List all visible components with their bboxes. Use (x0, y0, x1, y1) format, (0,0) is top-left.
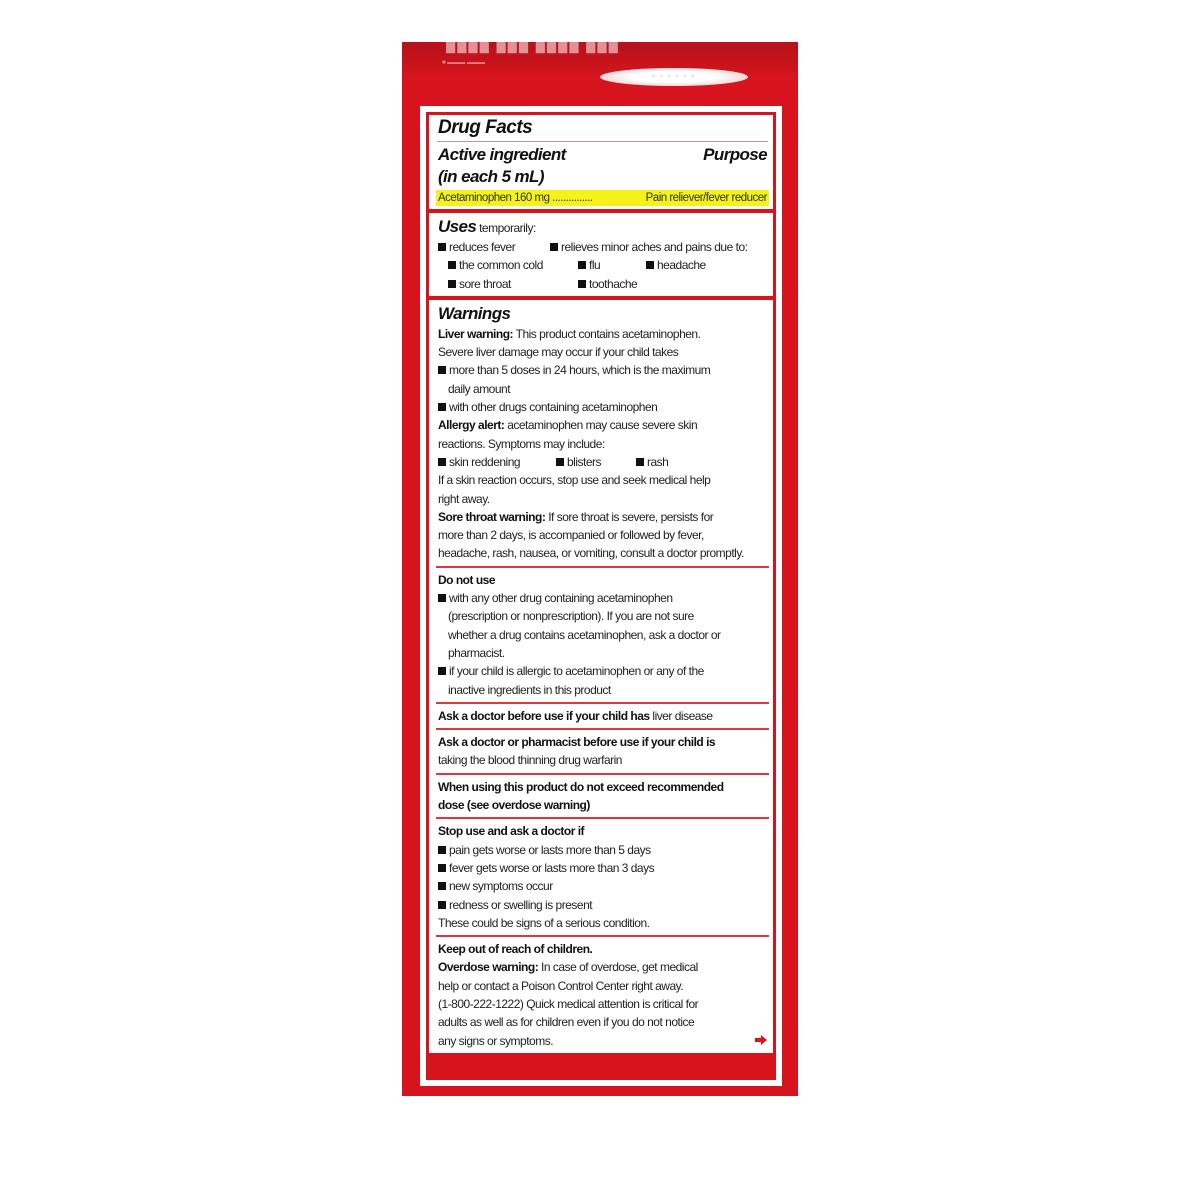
drug-facts-header-section (429, 115, 773, 209)
active-ingredient-row: Acetaminophen 160 mg ............... Pain reliever/fever reducer (438, 192, 767, 204)
bullet-icon (646, 261, 654, 269)
bullet-icon (438, 403, 446, 411)
box-top-brand-text: ████ ███ ████ ███ (446, 42, 620, 54)
bullet-icon (448, 280, 456, 288)
warnings-heading: Warnings (438, 303, 511, 323)
allergy-alert: Allergy alert: acetaminophen may cause severe skin reactions. Symptoms may include: skin reddening blisters rash If a skin reaction occurs, stop use and seek medical help right away. (438, 418, 711, 506)
bullet-icon (578, 261, 586, 269)
bullet-icon (438, 243, 446, 251)
bullet-icon (438, 846, 446, 854)
uses-heading: Uses (438, 217, 477, 236)
active-ingredient-subheading: (in each 5 mL) (438, 167, 544, 186)
keep-out-overdose: Keep out of reach of children. Overdose warning: In case of overdose, get medical help or contact a Poison Control Center right away. (1-800-222-1222) Quick medical attention is critical for adults as well as for children even if you do not notice any signs or symptoms. (438, 942, 699, 1048)
bullet-icon (438, 594, 446, 602)
bullet-icon (578, 280, 586, 288)
ingredient-purpose: Pain reliever/fever reducer (645, 192, 767, 204)
purpose-heading: Purpose (703, 145, 767, 164)
when-using: When using this product do not exceed recommended dose (see overdose warning) (438, 779, 724, 813)
drug-facts-panel (420, 106, 782, 1086)
bullet-icon (438, 882, 446, 890)
active-ingredient-heading: Active ingredient (438, 145, 566, 164)
uses-intro: temporarily: (479, 221, 536, 235)
bullet-icon (550, 243, 558, 251)
liver-warning: Liver warning: This product contains acetaminophen. Severe liver damage may occur if your child takes more than 5 doses in 24 hours, which is the maximum daily amount with other drugs containing acetaminophen (438, 326, 711, 415)
uses-item: relieves minor aches and pains due to: (550, 238, 750, 256)
bullet-icon (556, 458, 564, 466)
ingredient-name: Acetaminophen 160 mg (438, 192, 550, 204)
box-top-subtext: ■ ▬▬▬ ▬▬▬ (442, 60, 485, 66)
ask-pharmacist: Ask a doctor or pharmacist before use if your child is taking the blood thinning drug warfarin (438, 735, 716, 768)
warnings-section (429, 300, 773, 1053)
uses-item: reduces fever (438, 238, 550, 256)
stop-use: Stop use and ask a doctor if pain gets worse or lasts more than 5 days fever gets worse or lasts more than 3 days new symptoms occur redness or swelling is present These could be signs of a serious condition. (438, 824, 655, 930)
bullet-icon (438, 901, 446, 909)
uses-section: Uses temporarily: reduces fever relieves minor aches and pains due to: the common cold flu headache sore throat toothache (429, 213, 773, 296)
do-not-use: Do not use with any other drug containing acetaminophen (prescription or nonprescription). If you are not sure whether a drug contains acetaminophen, ask a doctor or pharmacist. if your child is allergic to acetaminophen or any of the inactive ingredients in this product (438, 572, 721, 697)
bullet-icon (438, 667, 446, 675)
drug-facts-title: Drug Facts (438, 117, 533, 138)
bullet-icon (438, 864, 446, 872)
product-box-back (402, 42, 798, 1096)
continue-arrow-icon (755, 1035, 767, 1045)
box-top-flap (402, 42, 798, 104)
sore-throat-warning: Sore throat warning: If sore throat is severe, persists for more than 2 days, is accompanied or followed by fever, headache, rash, nausea, or vomiting, consult a doctor promptly. (438, 509, 744, 561)
box-top-oval-badge: ▪ ▪ ▪ ▪ ▪ ▪ (600, 68, 748, 86)
ask-doctor: Ask a doctor before use if your child has liver disease (438, 708, 713, 723)
bullet-icon (438, 458, 446, 466)
bullet-icon (636, 458, 644, 466)
bullet-icon (438, 366, 446, 374)
bullet-icon (448, 261, 456, 269)
